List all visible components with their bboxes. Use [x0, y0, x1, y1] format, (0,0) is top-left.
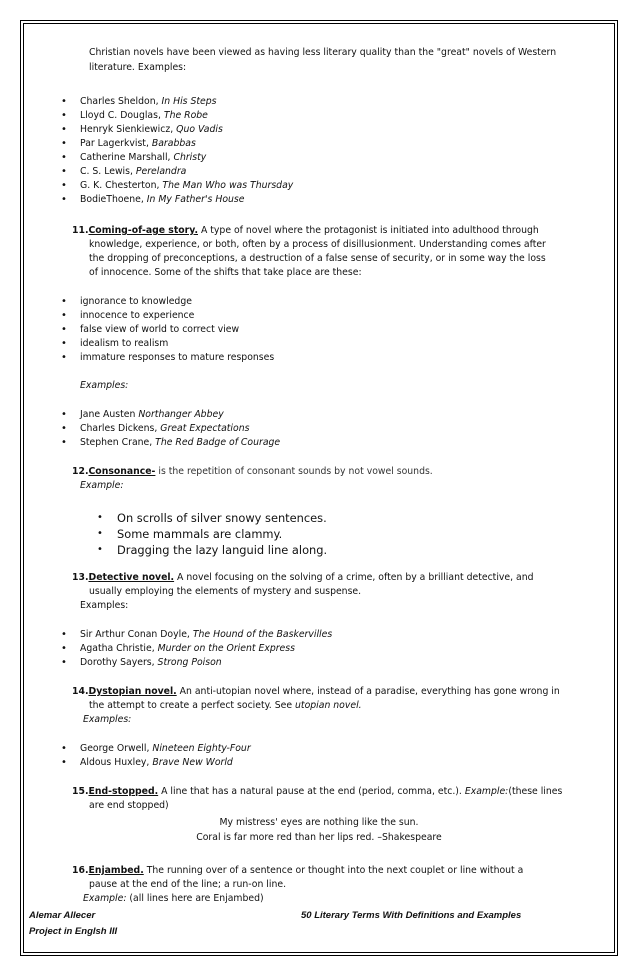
term-dystopian-novel: Dystopian novel. [88, 686, 177, 697]
section-15-line-1: 15.End-stopped. A line that has a natural pause at the end (period, comma, etc.). Example:(these lines [72, 786, 563, 797]
section-12-example-label: Example: [80, 480, 124, 491]
section-11-line-2: knowledge, experience, or both, often by a process of disillusionment. Understanding comes after [89, 239, 546, 250]
section-15-line-2: are end stopped) [89, 800, 169, 811]
section-11-line-3: the dropping of preconceptions, a destruction of a false sense of security, or in some way the loss [89, 253, 546, 264]
term-consonance: Consonance- [88, 466, 156, 477]
section-16-example-line: Example: (all lines here are Enjambed) [83, 893, 264, 904]
section-16-line-2: pause at the end of the line; a run-on line. [89, 879, 287, 890]
section-11-line-1: 11.Coming-of-age story. A type of novel where the protagonist is initiated into adulthood through [72, 225, 539, 236]
list-item: • Agatha Christie, Murder on the Orient Express [80, 642, 295, 656]
term-enjambed: Enjambed. [88, 865, 144, 876]
term-detective-novel: Detective novel. [88, 572, 175, 583]
list-item: • Dorothy Sayers, Strong Poison [80, 656, 222, 670]
list-item: • ignorance to knowledge [80, 295, 192, 309]
section-15-quote-1: My mistress' eyes are nothing like the sun. [219, 817, 419, 828]
list-item: • Aldous Huxley, Brave New World [80, 756, 233, 770]
footer-title: 50 Literary Terms With Definitions and Examples [301, 910, 522, 921]
list-item: • idealism to realism [80, 337, 168, 351]
list-item: • Lloyd C. Douglas, The Robe [80, 109, 208, 123]
list-item: • On scrolls of silver snowy sentences. [117, 510, 327, 526]
list-item: • immature responses to mature responses [80, 351, 274, 365]
list-item: • Charles Sheldon, In His Steps [80, 95, 216, 109]
list-item: • BodieThoene, In My Father's House [80, 193, 244, 207]
intro-line-1: Christian novels have been viewed as having less literary quality than the "great" novels of Western [89, 47, 557, 58]
list-item: • Jane Austen Northanger Abbey [80, 408, 224, 422]
section-14-line-1: 14.Dystopian novel. An anti-utopian novel where, instead of a paradise, everything has gone wrong in [72, 686, 560, 697]
list-item: • innocence to experience [80, 309, 194, 323]
list-item: • false view of world to correct view [80, 323, 239, 337]
section-11-examples-label: Examples: [80, 380, 129, 391]
list-item: • C. S. Lewis, Perelandra [80, 165, 186, 179]
term-coming-of-age: Coming-of-age story. [88, 225, 198, 236]
section-15-quote-2: Coral is far more red than her lips red. –Shakespeare [196, 832, 442, 843]
list-item: • Sir Arthur Conan Doyle, The Hound of the Baskervilles [80, 628, 332, 642]
section-13-line-2: usually employing the elements of mystery and suspense. [89, 586, 362, 597]
list-item: • Charles Dickens, Great Expectations [80, 422, 249, 436]
section-11-line-4: of innocence. Some of the shifts that take place are these: [89, 267, 362, 278]
list-item: • Catherine Marshall, Christy [80, 151, 206, 165]
footer-course: Project in Englsh III [29, 926, 118, 937]
term-end-stopped: End-stopped. [88, 786, 159, 797]
list-item: • George Orwell, Nineteen Eighty-Four [80, 742, 251, 756]
section-14-line-2: the attempt to create a perfect society. See utopian novel. [89, 700, 362, 711]
section-12-line-1: 12.Consonance- is the repetition of consonant sounds by not vowel sounds. [72, 466, 433, 477]
intro-line-2: literature. Examples: [89, 62, 187, 73]
section-14-examples-label: Examples: [83, 714, 132, 725]
list-item: • Some mammals are clammy. [117, 526, 282, 542]
list-item: • Henryk Sienkiewicz, Quo Vadis [80, 123, 223, 137]
section-16-line-1: 16.Enjambed. The running over of a sentence or thought into the next couplet or line without a [72, 865, 524, 876]
list-item: • Stephen Crane, The Red Badge of Courage [80, 436, 280, 450]
list-item: • G. K. Chesterton, The Man Who was Thursday [80, 179, 293, 193]
section-13-line-1: 13.Detective novel. A novel focusing on the solving of a crime, often by a brilliant detective, and [72, 572, 534, 583]
list-item: • Dragging the lazy languid line along. [117, 542, 327, 558]
footer-author: Alemar Allecer [29, 910, 96, 921]
section-13-examples-label: Examples: [80, 600, 129, 611]
list-item: • Par Lagerkvist, Barabbas [80, 137, 196, 151]
